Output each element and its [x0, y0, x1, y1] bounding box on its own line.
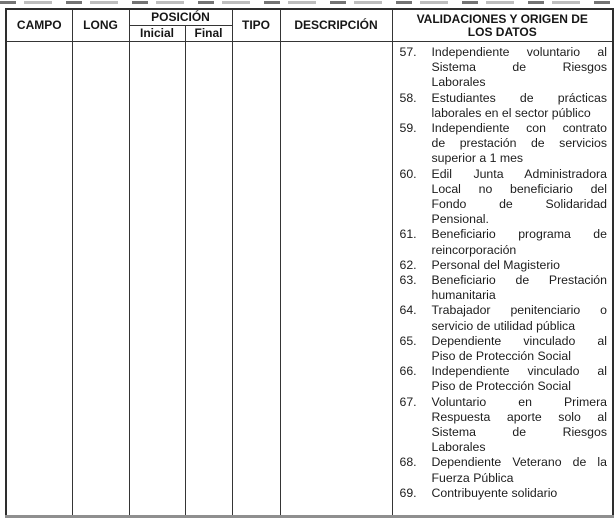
layout-specification-table — [5, 8, 614, 518]
validation-item — [400, 486, 608, 501]
validation-item-text — [432, 273, 608, 303]
validation-item — [400, 167, 608, 228]
validation-item — [400, 395, 608, 456]
header-campo: CAMPO — [6, 9, 72, 42]
validation-text-line: Voluntario en Primera — [431, 394, 607, 409]
validation-text-line: Beneficiario de Prestación — [431, 273, 607, 288]
validation-item-text — [432, 455, 608, 485]
header-final: Final — [185, 26, 232, 42]
validation-text-line: Laborales — [431, 75, 486, 90]
validation-item — [400, 91, 608, 121]
cell-campo-empty — [6, 42, 72, 517]
validation-text-line: Piso de Protección Social — [431, 349, 571, 364]
validation-text-line: Estudiantes de prácticas — [431, 90, 607, 105]
validation-text-line: Independiente voluntario al — [431, 45, 607, 59]
validation-text-line: Trabajador penitenciario o — [431, 303, 607, 318]
validation-item-number: 67. — [399, 394, 417, 409]
validation-item — [400, 45, 608, 91]
validaciones-list — [393, 42, 613, 501]
validation-item-number: 61. — [399, 227, 417, 242]
header-tipo: TIPO — [232, 9, 280, 42]
validation-item-text — [432, 303, 608, 333]
validation-item-text — [432, 258, 608, 273]
validation-item — [400, 121, 608, 167]
validation-item-number: 66. — [399, 364, 417, 379]
validation-text-line: Dependiente Veterano de la — [431, 455, 607, 470]
validation-text-line: Laborales — [431, 440, 486, 455]
validation-item-text — [432, 91, 608, 121]
validation-item — [400, 334, 608, 364]
validation-item-text — [432, 45, 608, 91]
validation-item-number: 69. — [399, 485, 417, 500]
validation-text-line: Personal del Magisterio — [431, 257, 560, 272]
validation-item — [400, 455, 608, 485]
validation-text-line: reincorporación — [431, 242, 517, 257]
cell-long-empty — [72, 42, 129, 517]
validation-item-number: 59. — [399, 121, 417, 136]
header-validaciones — [392, 9, 613, 42]
validation-item-text — [432, 395, 608, 456]
validation-item-number: 62. — [399, 257, 417, 272]
header-inicial: Inicial — [129, 26, 185, 42]
validation-item — [400, 258, 608, 273]
validation-text-line: de prestación de servicios — [431, 136, 607, 151]
validation-item-number: 60. — [399, 166, 417, 181]
validation-text-line: Independiente con contrato — [431, 121, 607, 136]
validation-item — [400, 364, 608, 394]
header-long: LONG — [72, 9, 129, 42]
validation-item-text — [432, 121, 608, 167]
validation-text-line: Edil Junta Administradora — [431, 166, 607, 181]
header-validaciones-line1: VALIDACIONES Y ORIGEN DE — [416, 11, 588, 26]
cell-descripcion-empty — [280, 42, 392, 517]
validation-item — [400, 303, 608, 333]
header-descripcion: DESCRIPCIÓN — [280, 9, 392, 42]
validation-text-line: Fondo de Solidaridad — [431, 197, 607, 212]
validation-text-line: Independiente vinculado al — [431, 364, 607, 379]
validation-text-line: servicio de utilidad pública — [431, 318, 576, 333]
validation-text-line: humanitaria — [431, 288, 496, 303]
validation-item-text — [432, 167, 608, 228]
table-body — [6, 42, 613, 517]
validation-item-text — [432, 364, 608, 394]
validation-text-line: Pensional. — [431, 212, 489, 227]
validation-text-line: Fuerza Pública — [431, 470, 514, 485]
validation-text-line: Dependiente vinculado al — [431, 333, 607, 348]
validation-text-line: superior a 1 mes — [431, 151, 524, 166]
header-posicion: POSICIÓN — [129, 9, 232, 26]
validation-item-number: 58. — [399, 90, 417, 105]
validation-text-line: Sistema de Riesgos — [431, 425, 607, 440]
validation-item-number: 65. — [399, 333, 417, 348]
validation-text-line: Respuesta aporte solo al — [431, 409, 607, 424]
validation-item-number: 68. — [399, 455, 417, 470]
table-header — [6, 9, 613, 42]
validation-item-number: 64. — [399, 303, 417, 318]
validation-text-line: Piso de Protección Social — [431, 379, 571, 394]
validation-item — [400, 227, 608, 257]
table-row — [6, 42, 613, 517]
header-validaciones-line2: LOS DATOS — [467, 24, 537, 39]
validation-item-text — [432, 227, 608, 257]
validation-item-text — [432, 334, 608, 364]
validation-item-text — [432, 486, 608, 501]
validation-text-line: laborales en el sector público — [431, 105, 591, 120]
cell-inicial-empty — [129, 42, 185, 517]
validation-item-number: 57. — [399, 45, 417, 59]
validation-text-line: Contribuyente solidario — [431, 485, 558, 500]
validation-item-number: 63. — [399, 273, 417, 288]
validation-text-line: Sistema de Riesgos — [431, 60, 607, 75]
scan-artifact-topline — [0, 1, 616, 4]
validation-text-line: Beneficiario programa de — [431, 227, 607, 242]
cell-validaciones — [392, 42, 613, 517]
validation-item — [400, 273, 608, 303]
cell-final-empty — [185, 42, 232, 517]
validation-text-line: Local no beneficiario del — [431, 181, 607, 196]
cell-tipo-empty — [232, 42, 280, 517]
